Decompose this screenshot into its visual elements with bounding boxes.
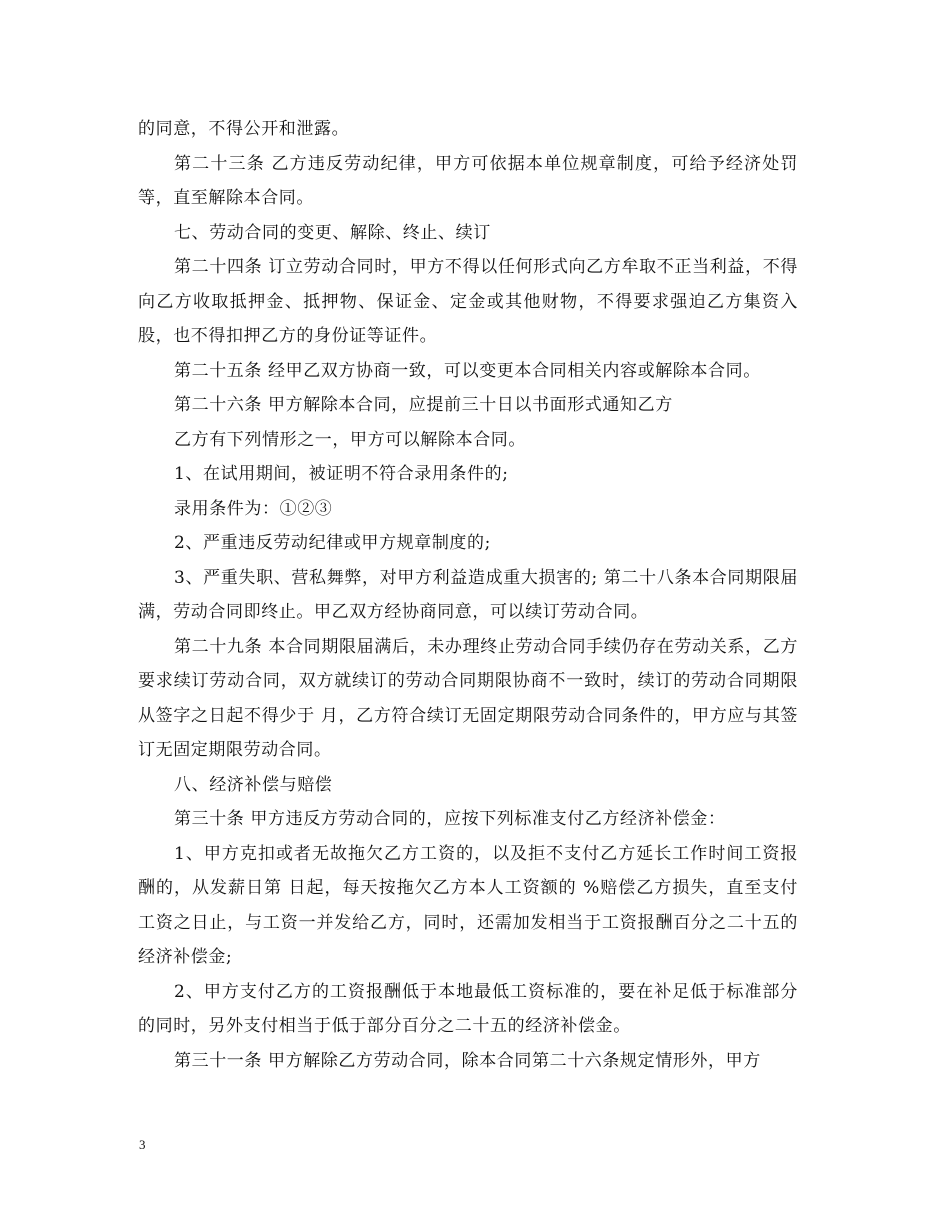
paragraph: 第二十四条 订立劳动合同时，甲方不得以任何形式向乙方牟取不正当利益，不得向乙方收取抵押金、抵押物、保证金、定金或其他财物，不得要求强迫乙方集资入股，也不得扣押乙方的身份证等证件。 (138, 257, 798, 346)
paragraph: 第二十六条 甲方解除本合同，应提前三十日以书面形式通知乙方 (174, 395, 673, 415)
section-heading: 八、经济补偿与赔偿 (174, 774, 333, 795)
paragraph: 的同意，不得公开和泄露。 (138, 119, 350, 139)
paragraph: 第三十条 甲方违反方劳动合同的，应按下列标准支付乙方经济补偿金： (174, 809, 726, 829)
section-heading: 七、劳动合同的变更、解除、终止、续订 (174, 222, 491, 243)
list-item: 2、严重违反劳动纪律或甲方规章制度的; (174, 533, 491, 553)
list-item: 1、甲方克扣或者无故拖欠乙方工资的，以及拒不支付乙方延长工作时间工资报酬的，从发薪日第 日起，每天按拖欠乙方本人工资额的 %赔偿乙方损失，直至支付工资之日止，与工资一并发给乙方，同时，还需加发相当于工资报酬百分之二十五的经济补偿金; (138, 843, 798, 967)
page-number: 3 (139, 1137, 146, 1152)
paragraph: 第三十一条 甲方解除乙方劳动合同，除本合同第二十六条规定情形外，甲方 (174, 1050, 761, 1071)
list-item: 2、甲方支付乙方的工资报酬低于本地最低工资标准的，要在补足低于标准部分的同时，另外支付相当于低于部分百分之二十五的经济补偿金。 (138, 981, 798, 1036)
paragraph: 第二十九条 本合同期限届满后，未办理终止劳动合同手续仍存在劳动关系，乙方要求续订劳动合同，双方就续订的劳动合同期限协商不一致时，续订的劳动合同期限从签字之日起不得少于 月，乙方符合续订无固定期限劳动合同条件的，甲方应与其签订无固定期限劳动合同。 (138, 636, 798, 760)
list-item: 3、严重失职、营私舞弊，对甲方利益造成重大损害的; 第二十八条本合同期限届满，劳动合同即终止。甲乙双方经协商同意，可以续订劳动合同。 (138, 567, 798, 622)
paragraph: 第二十五条 经甲乙双方协商一致，可以变更本合同相关内容或解除本合同。 (174, 360, 761, 381)
document-body (138, 112, 798, 1078)
paragraph: 录用条件为：①②③ (174, 498, 333, 519)
list-item: 1、在试用期间，被证明不符合录用条件的; (174, 464, 509, 484)
paragraph: 第二十三条 乙方违反劳动纪律，甲方可依据本单位规章制度，可给予经济处罚等，直至解除本合同。 (138, 153, 798, 208)
paragraph: 乙方有下列情形之一，甲方可以解除本合同。 (174, 429, 526, 450)
